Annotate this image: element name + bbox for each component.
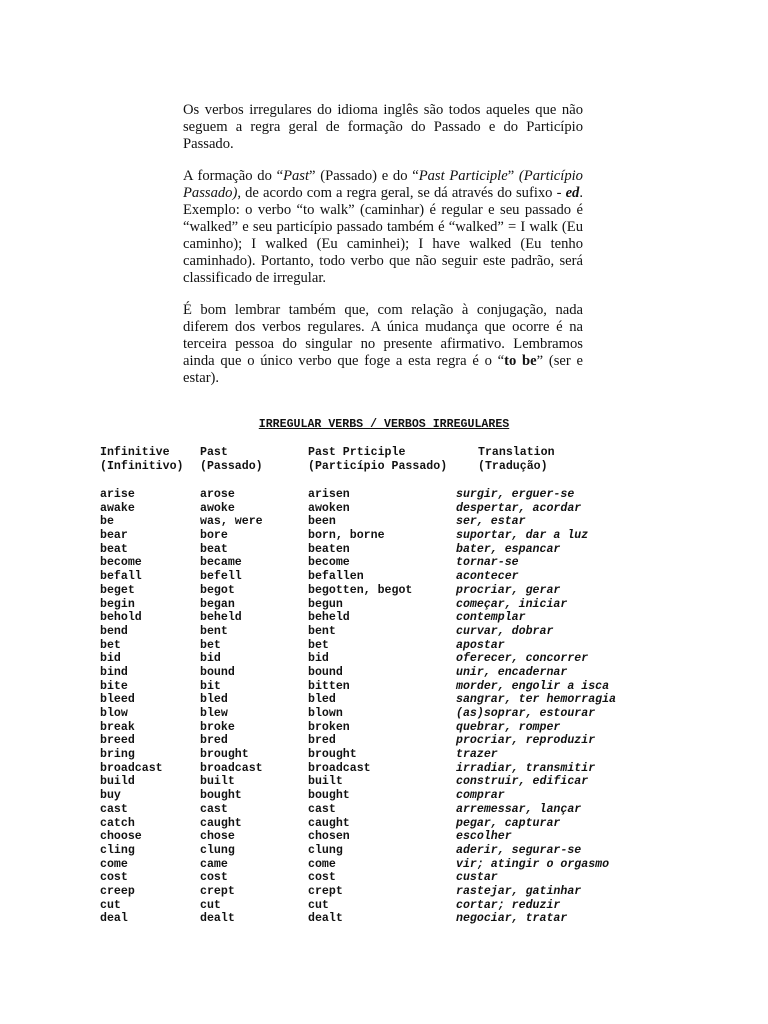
past-participle-cell: arisen	[308, 488, 350, 501]
table-row	[100, 707, 660, 721]
table-row	[100, 652, 660, 666]
past-cell: cut	[200, 898, 221, 912]
past-cell: caught	[200, 816, 242, 830]
table-row	[100, 789, 660, 803]
past-participle-term: Past Participle	[418, 168, 508, 184]
to-be-term: to be	[504, 353, 537, 369]
past-cell: blew	[200, 707, 228, 720]
table-row	[100, 762, 660, 776]
table-row	[100, 885, 660, 899]
past-cell: crept	[200, 884, 235, 898]
header-line-2: (Passado)	[200, 460, 263, 473]
past-participle-cell: broken	[308, 720, 350, 734]
infinitive-cell: breed	[100, 734, 135, 748]
infinitive-cell: become	[100, 556, 142, 570]
ed-suffix: ed	[565, 185, 580, 201]
past-cell: begot	[200, 583, 235, 597]
past-participle-cell: crept	[308, 884, 343, 898]
intro-paragraph-2	[183, 168, 583, 287]
text-span: ” (ser e estar).	[183, 353, 583, 386]
infinitive-cell: cast	[100, 802, 128, 816]
infinitive-cell: bring	[100, 748, 135, 762]
past-participle-cell: begun	[308, 597, 343, 611]
translation-cell: pegar, capturar	[456, 816, 561, 830]
past-participle-cell: blown	[308, 707, 343, 720]
intro-paragraph-3	[183, 302, 583, 387]
past-cell: beat	[200, 542, 228, 556]
translation-cell: aderir, segurar-se	[456, 843, 582, 857]
past-participle-cell: broadcast	[308, 761, 371, 775]
infinitive-cell: bear	[100, 529, 128, 543]
table-row	[100, 817, 660, 831]
verb-table	[100, 488, 660, 926]
translation-cell: procriar, reproduzir	[456, 734, 596, 748]
table-row	[100, 611, 660, 625]
text-span: , de acordo com a regra geral, se dá através do sufixo -	[237, 185, 566, 201]
past-participle-cell: cast	[308, 802, 336, 816]
translation-cell: oferecer, concorrer	[456, 652, 589, 666]
past-cell: bit	[200, 679, 221, 693]
translation-cell: quebrar, romper	[456, 720, 561, 734]
past-cell: broke	[200, 720, 235, 734]
infinitive-cell: cost	[100, 871, 128, 885]
past-participle-cell: become	[308, 556, 350, 570]
table-row	[100, 858, 660, 872]
past-cell: chose	[200, 830, 235, 844]
past-cell: brought	[200, 748, 249, 762]
past-cell: awoke	[200, 501, 235, 515]
translation-cell: construir, edificar	[456, 775, 589, 789]
past-participle-cell: begotten, begot	[308, 583, 413, 597]
table-title	[0, 418, 768, 431]
past-cell: bred	[200, 734, 228, 748]
translation-cell: vir; atingir o orgasmo	[456, 857, 610, 871]
table-row	[100, 899, 660, 913]
past-participle-cell: bet	[308, 638, 329, 652]
translation-cell: arremessar, lançar	[456, 802, 582, 816]
past-participle-cell: bought	[308, 789, 350, 803]
participio-term: (Particípio Passado)	[183, 168, 583, 201]
past-participle-cell: cost	[308, 871, 336, 885]
translation-cell: morder, engolir a isca	[456, 679, 610, 693]
past-participle-cell: brought	[308, 748, 357, 762]
past-cell: cost	[200, 871, 228, 885]
translation-cell: suportar, dar a luz	[456, 529, 589, 543]
past-participle-cell: been	[308, 515, 336, 529]
infinitive-cell: blow	[100, 707, 128, 720]
translation-cell: custar	[456, 871, 498, 885]
translation-cell: acontecer	[456, 570, 519, 584]
header-infinitive	[100, 446, 184, 474]
table-row	[100, 844, 660, 858]
translation-cell: contemplar	[456, 611, 526, 625]
infinitive-cell: begin	[100, 597, 135, 611]
translation-cell: surgir, erguer-se	[456, 488, 575, 501]
infinitive-cell: awake	[100, 501, 135, 515]
header-past	[200, 446, 263, 474]
table-title-text: IRREGULAR VERBS / VERBOS IRREGULARES	[258, 418, 510, 431]
past-cell: became	[200, 556, 242, 570]
past-participle-cell: befallen	[308, 570, 364, 584]
past-cell: bore	[200, 529, 228, 543]
text-span: É bom lembrar também que, com relação à conjugação, nada diferem dos verbos regulares. A única mudança que ocorre é na terceira pessoa do singular no presente afirmativo. Lembramos ainda que o único verbo que foge a esta regra é o “	[183, 302, 583, 369]
table-row	[100, 529, 660, 543]
infinitive-cell: creep	[100, 884, 135, 898]
table-row	[100, 871, 660, 885]
text-span: . Exemplo: o verbo “to walk” (caminhar) é regular e seu passado é “walked” e seu particípio passado também é “walked” = I walk (Eu caminho); I walked (Eu caminhei); I have walked (Eu tenho caminhado). Portanto, todo verbo que não seguir este padrão, será classificado de irregular.	[183, 185, 583, 286]
infinitive-cell: cut	[100, 898, 121, 912]
table-row	[100, 721, 660, 735]
table-row	[100, 748, 660, 762]
translation-cell: curvar, dobrar	[456, 624, 554, 638]
past-participle-cell: bitten	[308, 679, 350, 693]
past-cell: cast	[200, 802, 228, 816]
translation-cell: rastejar, gatinhar	[456, 884, 582, 898]
infinitive-cell: beget	[100, 583, 135, 597]
past-cell: bent	[200, 624, 228, 638]
past-cell: beheld	[200, 611, 242, 625]
past-cell: clung	[200, 843, 235, 857]
infinitive-cell: bet	[100, 638, 121, 652]
past-participle-cell: built	[308, 775, 343, 789]
table-row	[100, 666, 660, 680]
table-row	[100, 543, 660, 557]
translation-cell: irradiar, transmitir	[456, 761, 596, 775]
past-cell: bet	[200, 638, 221, 652]
past-participle-cell: bid	[308, 652, 329, 666]
infinitive-cell: bleed	[100, 693, 135, 707]
intro-text	[183, 102, 583, 402]
past-cell: dealt	[200, 912, 235, 926]
infinitive-cell: deal	[100, 912, 128, 926]
infinitive-cell: bid	[100, 652, 121, 666]
past-cell: bid	[200, 652, 221, 666]
infinitive-cell: befall	[100, 570, 142, 584]
infinitive-cell: come	[100, 857, 128, 871]
infinitive-cell: cling	[100, 843, 135, 857]
translation-cell: comprar	[456, 789, 505, 803]
header-line-1: Past Prticiple	[308, 446, 406, 459]
past-participle-cell: beaten	[308, 542, 350, 556]
intro-paragraph-1: Os verbos irregulares do idioma inglês são todos aqueles que não seguem a regra geral de formação do Passado e do Particípio Passado.	[183, 102, 583, 152]
header-past-participle	[308, 446, 447, 474]
infinitive-cell: catch	[100, 816, 135, 830]
translation-cell: unir, encadernar	[456, 665, 568, 679]
infinitive-cell: bite	[100, 679, 128, 693]
past-cell: was, were	[200, 515, 263, 529]
past-cell: arose	[200, 488, 235, 501]
past-cell: came	[200, 857, 228, 871]
past-participle-cell: bled	[308, 693, 336, 707]
table-row	[100, 584, 660, 598]
table-row	[100, 570, 660, 584]
table-row	[100, 693, 660, 707]
translation-cell: trazer	[456, 748, 498, 762]
header-translation	[478, 446, 555, 474]
past-participle-cell: bound	[308, 665, 343, 679]
past-cell: bought	[200, 789, 242, 803]
header-line-1: Translation	[478, 446, 555, 459]
translation-cell: cortar; reduzir	[456, 898, 561, 912]
table-row	[100, 912, 660, 926]
infinitive-cell: arise	[100, 488, 135, 501]
translation-cell: despertar, acordar	[456, 501, 582, 515]
table-row	[100, 598, 660, 612]
past-participle-cell: cut	[308, 898, 329, 912]
past-cell: built	[200, 775, 235, 789]
past-cell: bled	[200, 693, 228, 707]
table-row	[100, 775, 660, 789]
translation-cell: começar, iniciar	[456, 597, 568, 611]
infinitive-cell: broadcast	[100, 761, 163, 775]
header-line-1: Past	[200, 446, 228, 459]
translation-cell: negociar, tratar	[456, 912, 568, 926]
translation-cell: tornar-se	[456, 556, 519, 570]
past-cell: bound	[200, 665, 235, 679]
infinitive-cell: break	[100, 720, 135, 734]
past-participle-cell: clung	[308, 843, 343, 857]
infinitive-cell: behold	[100, 611, 142, 625]
text-span: ”	[507, 168, 519, 184]
past-participle-cell: born, borne	[308, 529, 385, 543]
past-term: Past	[283, 168, 310, 184]
past-participle-cell: caught	[308, 816, 350, 830]
past-participle-cell: beheld	[308, 611, 350, 625]
past-participle-cell: dealt	[308, 912, 343, 926]
infinitive-cell: bind	[100, 665, 128, 679]
translation-cell: (as)soprar, estourar	[456, 707, 596, 720]
table-row	[100, 502, 660, 516]
table-row	[100, 625, 660, 639]
text-span: A formação do “	[183, 168, 284, 184]
past-participle-cell: come	[308, 857, 336, 871]
past-cell: began	[200, 597, 235, 611]
table-row	[100, 734, 660, 748]
past-cell: befell	[200, 570, 242, 584]
table-row	[100, 639, 660, 653]
past-participle-cell: bent	[308, 624, 336, 638]
header-line-2: (Particípio Passado)	[308, 460, 448, 473]
table-row	[100, 556, 660, 570]
infinitive-cell: beat	[100, 542, 128, 556]
table-row	[100, 830, 660, 844]
table-row	[100, 803, 660, 817]
infinitive-cell: build	[100, 775, 135, 789]
past-participle-cell: bred	[308, 734, 336, 748]
translation-cell: bater, espancar	[456, 542, 561, 556]
translation-cell: ser, estar	[456, 515, 526, 529]
header-line-2: (Tradução)	[478, 460, 548, 473]
past-participle-cell: chosen	[308, 830, 350, 844]
infinitive-cell: buy	[100, 789, 121, 803]
table-row	[100, 515, 660, 529]
translation-cell: escolher	[456, 830, 512, 844]
infinitive-cell: choose	[100, 830, 142, 844]
past-participle-cell: awoken	[308, 501, 350, 515]
table-row	[100, 488, 660, 502]
translation-cell: procriar, gerar	[456, 583, 561, 597]
header-line-2: (Infinitivo)	[100, 460, 184, 473]
infinitive-cell: bend	[100, 624, 128, 638]
past-cell: broadcast	[200, 761, 263, 775]
table-row	[100, 680, 660, 694]
text-span: ” (Passado) e do “	[309, 168, 419, 184]
translation-cell: apostar	[456, 638, 505, 652]
infinitive-cell: be	[100, 515, 114, 529]
header-line-1: Infinitive	[100, 446, 170, 459]
translation-cell: sangrar, ter hemorragia	[456, 693, 617, 707]
